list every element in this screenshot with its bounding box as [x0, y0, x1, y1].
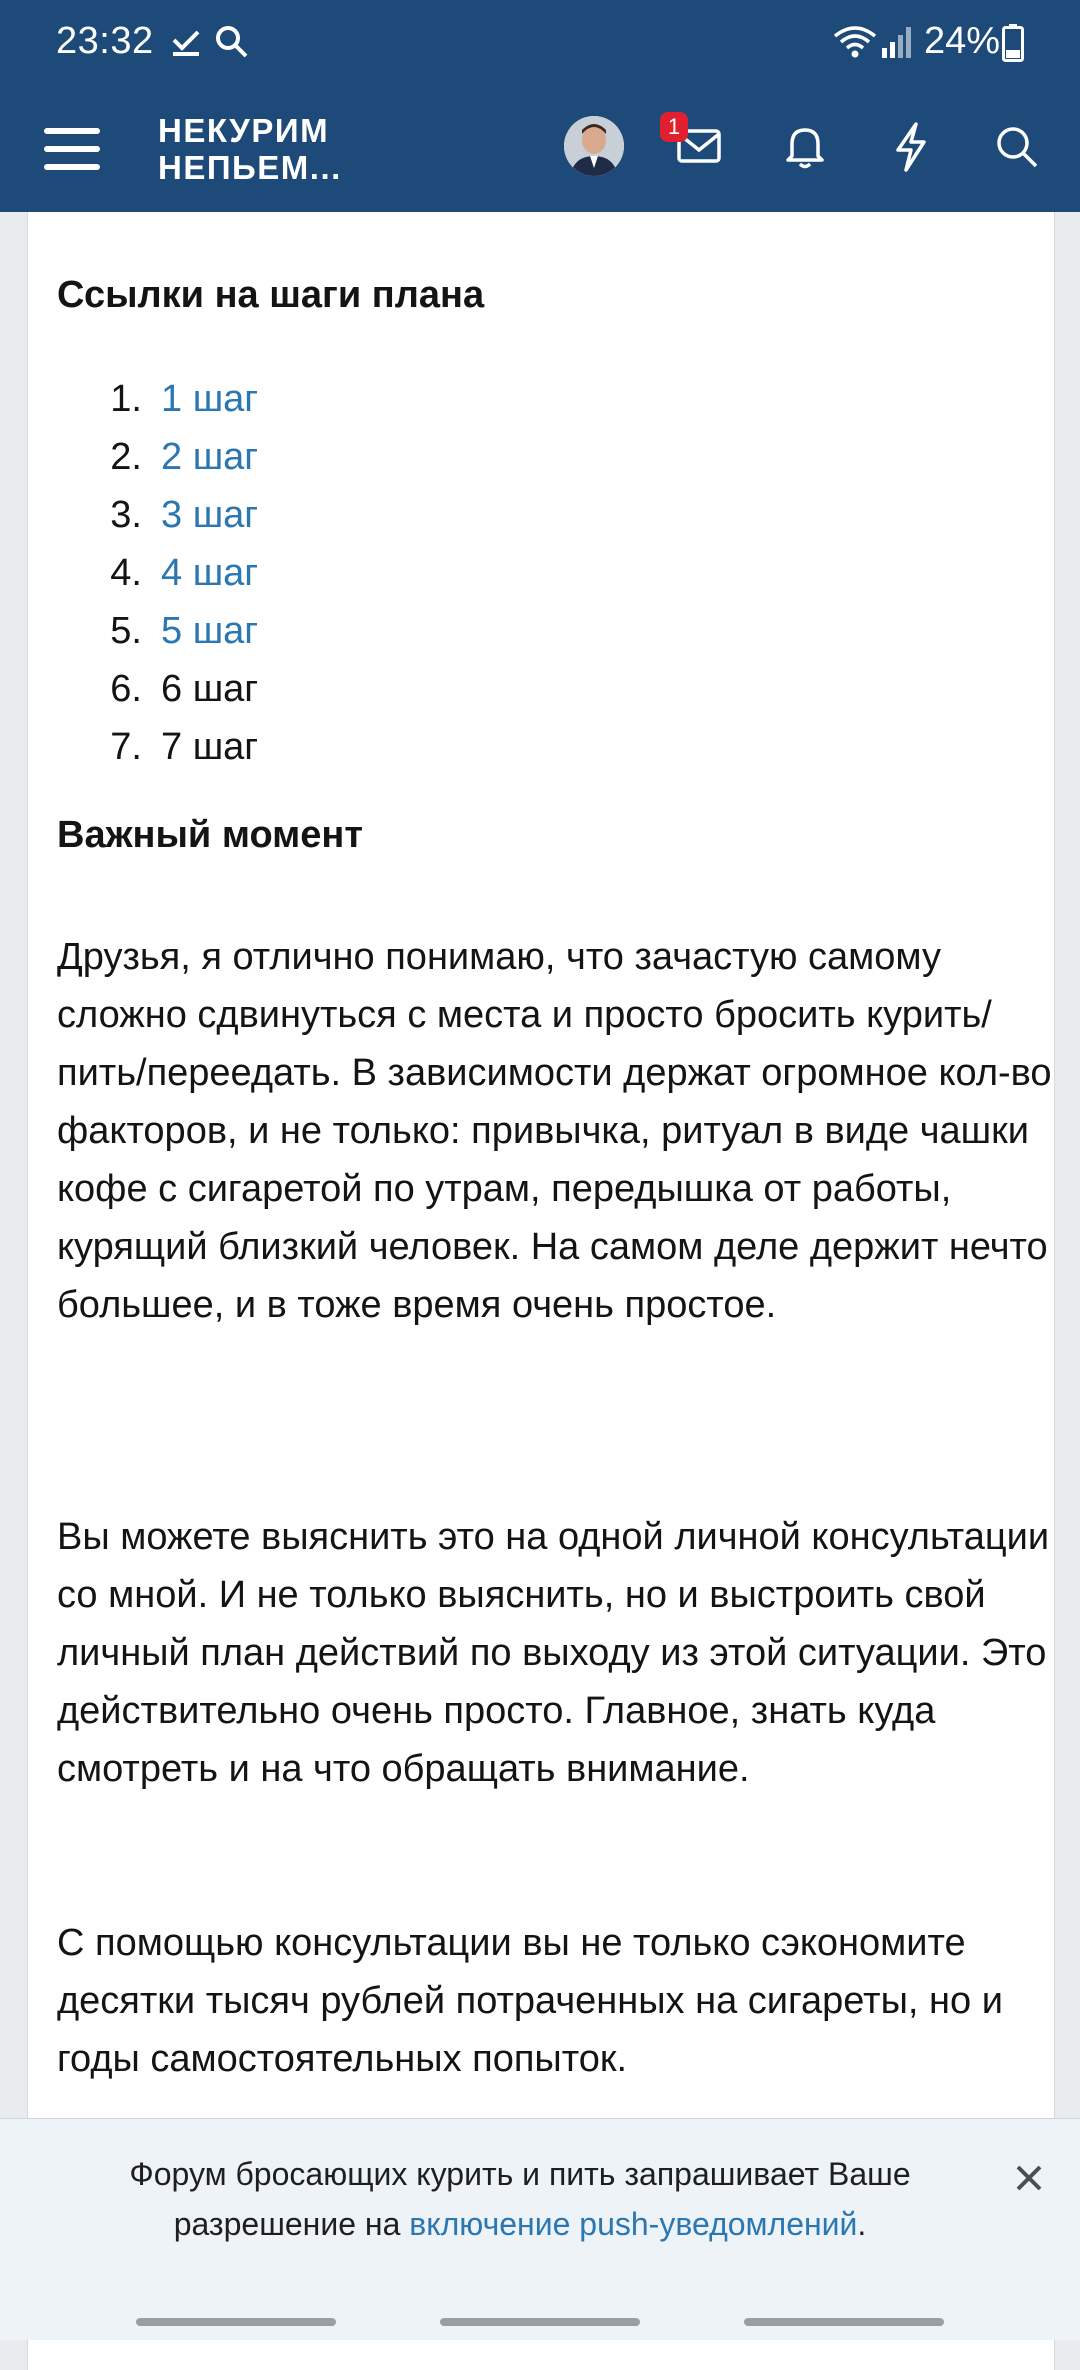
lightning-icon[interactable] — [892, 122, 930, 172]
step-label-6: 6 шаг — [161, 668, 259, 710]
logo-line-2: НЕПЬЕМ... — [158, 149, 342, 186]
step-label-7: 7 шаг — [161, 726, 259, 768]
step-number: 6. — [110, 668, 142, 710]
battery-icon — [1002, 24, 1024, 62]
download-check-icon — [170, 26, 202, 58]
step-link-5[interactable]: 5 шаг — [161, 610, 259, 652]
site-header — [0, 88, 1080, 212]
step-number: 1. — [110, 378, 142, 420]
important-heading: Важный момент — [57, 814, 363, 856]
step-link-1[interactable]: 1 шаг — [161, 378, 259, 420]
step-number: 3. — [110, 494, 142, 536]
paragraph-3: С помощью консультации вы не только сэкономите десятки тысяч рублей потраченных на сигареты, но и годы самостоятельных попыток. — [57, 1922, 1003, 2080]
status-bar — [0, 0, 1080, 88]
logo-line-1: НЕКУРИМ — [158, 112, 330, 149]
step-number: 2. — [110, 436, 142, 478]
avatar-image — [564, 116, 624, 176]
system-navigation-bar — [0, 2304, 1080, 2340]
inbox-badge: 1 — [660, 112, 688, 142]
push-notice-text — [80, 2149, 960, 2249]
search-status-icon — [214, 24, 250, 60]
menu-icon[interactable] — [44, 124, 100, 174]
step-number: 7. — [110, 726, 142, 768]
step-number: 4. — [110, 552, 142, 594]
status-time: 23:32 — [56, 20, 154, 62]
step-number: 5. — [110, 610, 142, 652]
nav-recent-button[interactable] — [136, 2318, 336, 2326]
bell-icon[interactable] — [784, 124, 826, 170]
paragraph-2: Вы можете выяснить это на одной личной консультации со мной. И не только выяснить, но и выстроить свой личный план действий по выходу из этой ситуации. Это действительно очень просто. Главное, знать куда смотреть и на что обращать внимание. — [57, 1516, 1050, 1790]
signal-icon — [880, 24, 914, 60]
push-notice-period: . — [857, 2206, 867, 2242]
enable-push-link[interactable]: включение push-уведомлений — [409, 2206, 858, 2242]
step-link-2[interactable]: 2 шаг — [161, 436, 259, 478]
battery-percentage: 24% — [924, 20, 1001, 62]
step-link-4[interactable]: 4 шаг — [161, 552, 259, 594]
close-icon[interactable] — [1010, 2159, 1048, 2197]
post-content-card — [27, 170, 1055, 2370]
app-header-bar — [0, 0, 1080, 212]
search-icon[interactable] — [994, 124, 1040, 170]
push-notice-message: Форум бросающих курить и пить запрашивает Ваше разрешение на — [129, 2156, 911, 2242]
paragraph-1: Друзья, я отлично понимаю, что зачастую самому сложно сдвинуться с места и просто бросить курить/пить/переедать. В зависимости держат огромное кол-во факторов, и не только: привычка, ритуал в виде чашки кофе с сигаретой по утрам, передышка от работы, курящий близкий человек. На самом деле держит нечто большее, и в тоже время очень простое. — [57, 936, 1052, 1326]
push-permission-notice — [0, 2118, 1080, 2305]
user-avatar[interactable] — [564, 116, 624, 176]
nav-home-button[interactable] — [440, 2318, 640, 2326]
nav-back-button[interactable] — [744, 2318, 944, 2326]
site-logo[interactable] — [158, 112, 358, 186]
step-link-3[interactable]: 3 шаг — [161, 494, 259, 536]
steps-heading: Ссылки на шаги плана — [57, 274, 485, 316]
wifi-icon — [832, 24, 878, 60]
